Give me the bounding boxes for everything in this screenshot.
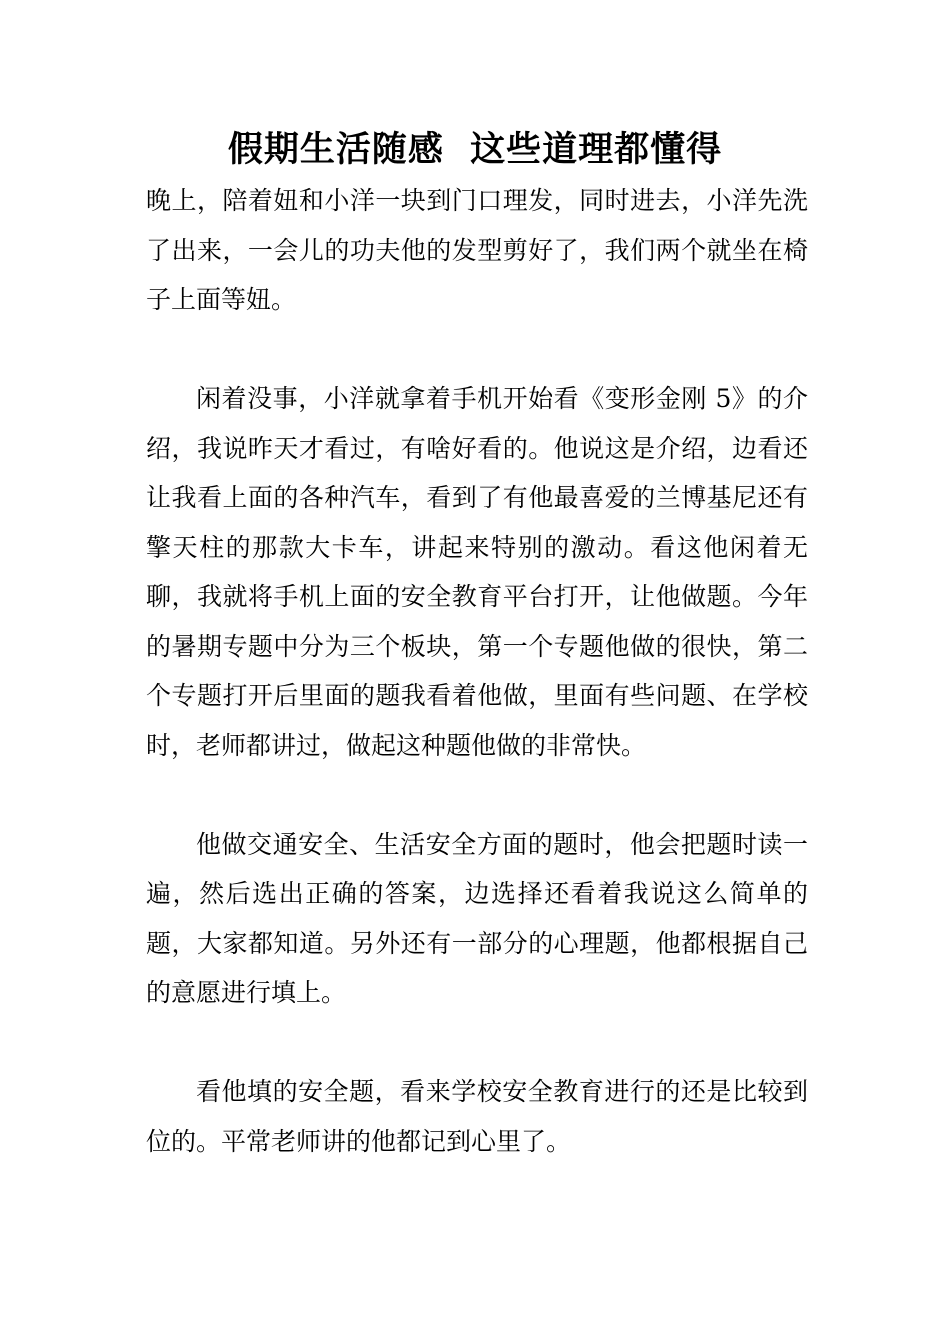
paragraph-3: 他做交通安全、生活安全方面的题时，他会把题时读一遍，然后选出正确的答案，边选择还看着我说这么简单的题，大家都知道。另外还有一部分的心理题，他都根据自己的意愿进行填上。 — [146, 829, 808, 1007]
document-title: 假期生活随感 这些道理都懂得 — [227, 130, 723, 170]
paragraph-2: 闲着没事，小洋就拿着手机开始看《变形金刚 5》的介绍，我说昨天才看过，有啥好看的。他说这是介绍，边看还让我看上面的各种汽车，看到了有他最喜爱的兰博基尼还有擎天柱的那款大卡车，讲起来特别的激动。看这他闲着无聊，我就将手机上面的安全教育平台打开，让他做题。今年的暑期专题中分为三个板块，第一个专题他做的很快，第二个专题打开后里面的题我看着他做，里面有些问题、在学校时，老师都讲过，做起这种题他做的非常快。 — [146, 384, 808, 760]
document-body — [146, 176, 808, 1166]
paragraph-spacer — [146, 325, 808, 375]
paragraph-spacer — [146, 1018, 808, 1068]
paragraph-1: 晚上，陪着妞和小洋一块到门口理发，同时进去，小洋先洗了出来，一会儿的功夫他的发型剪好了，我们两个就坐在椅子上面等妞。 — [146, 186, 808, 314]
paragraph-spacer — [146, 770, 808, 820]
paragraph-4: 看他填的安全题，看来学校安全教育进行的还是比较到位的。平常老师讲的他都记到心里了。 — [146, 1077, 808, 1156]
